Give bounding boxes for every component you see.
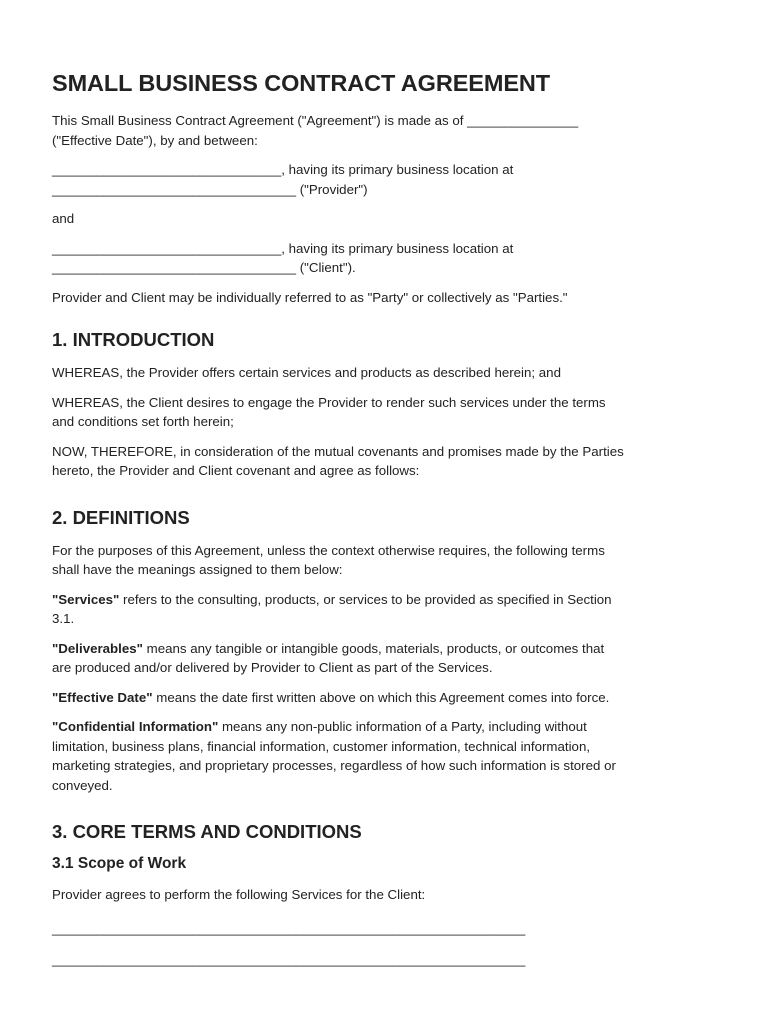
confidential-definition-line-3: marketing strategies, and proprietary processes, regardless of how such information is stored or <box>52 758 616 773</box>
deliverables-term: "Deliverables" <box>52 640 143 656</box>
effective-date-term: "Effective Date" <box>52 689 153 705</box>
intro-paragraph <box>52 111 732 150</box>
client-line-2: _________________________________ ("Client"). <box>52 260 356 275</box>
section-1-para-3-line-1: NOW, THEREFORE, in consideration of the mutual covenants and promises made by the Parties <box>52 443 624 459</box>
document-title: SMALL BUSINESS CONTRACT AGREEMENT <box>52 70 551 96</box>
section-1-para-2 <box>52 393 732 432</box>
services-definition-line-2: 3.1. <box>52 611 75 626</box>
parties-paragraph: Provider and Client may be individually referred to as "Party" or collectively as "Parties." <box>52 289 568 305</box>
section-1-para-2-line-2: and conditions set forth herein; <box>52 414 234 429</box>
scope-blank-line-1: ________________________________________________________________ <box>52 920 526 936</box>
section-1-para-1: WHEREAS, the Provider offers certain services and products as described herein; and <box>52 365 561 380</box>
definition-effective-date <box>52 688 732 708</box>
section-1-para-2-line-1: WHEREAS, the Client desires to engage the Provider to render such services under the terms <box>52 394 606 410</box>
document-page <box>52 70 732 982</box>
services-definition-line-1: refers to the consulting, products, or services to be provided as specified in Section <box>119 591 612 607</box>
definition-deliverables <box>52 639 732 678</box>
section-2-intro-line-2: shall have the meanings assigned to them below: <box>52 562 343 577</box>
client-line-1: _______________________________, having its primary business location at <box>52 240 514 256</box>
deliverables-definition-line-1: means any tangible or intangible goods, materials, products, or outcomes that <box>142 640 605 656</box>
section-3-heading: 3. CORE TERMS AND CONDITIONS <box>52 821 362 842</box>
intro-line-2: ("Effective Date"), by and between: <box>52 132 258 148</box>
confidential-definition-line-2: limitation, business plans, financial information, customer information, technical information, <box>52 738 591 754</box>
section-2-intro-line-1: For the purposes of this Agreement, unless the context otherwise requires, the following terms <box>52 542 605 558</box>
section-2-heading: 2. DEFINITIONS <box>52 506 190 528</box>
definition-confidential-information <box>52 717 732 795</box>
section-1-heading: 1. INTRODUCTION <box>52 329 215 350</box>
provider-paragraph <box>52 160 732 199</box>
definition-services <box>52 590 732 629</box>
services-term: "Services" <box>52 591 120 607</box>
confidential-definition-line-1: means any non-public information of a Party, including without <box>218 719 587 734</box>
intro-line-1: This Small Business Contract Agreement ("Agreement") is made as of _______________ <box>52 113 579 128</box>
provider-line-1: _______________________________, having its primary business location at <box>52 162 514 177</box>
section-2-intro <box>52 541 732 580</box>
deliverables-definition-line-2: are produced and/or delivered by Provider to Client as part of the Services. <box>52 660 493 675</box>
scope-blank-line-2: ________________________________________________________________ <box>52 952 526 967</box>
effective-date-definition: means the date first written above on which this Agreement comes into force. <box>152 689 610 705</box>
section-1-para-3 <box>52 442 732 481</box>
confidential-term: "Confidential Information" <box>52 719 219 734</box>
section-3-1-heading: 3.1 Scope of Work <box>52 855 187 872</box>
provider-line-2: _________________________________ ("Provider") <box>52 181 368 197</box>
client-paragraph <box>52 239 732 278</box>
section-1-para-3-line-2: hereto, the Provider and Client covenant and agree as follows: <box>52 463 420 478</box>
and-text: and <box>52 211 75 226</box>
scope-text: Provider agrees to perform the following Services for the Client: <box>52 887 426 902</box>
confidential-definition-line-4: conveyed. <box>52 777 113 793</box>
